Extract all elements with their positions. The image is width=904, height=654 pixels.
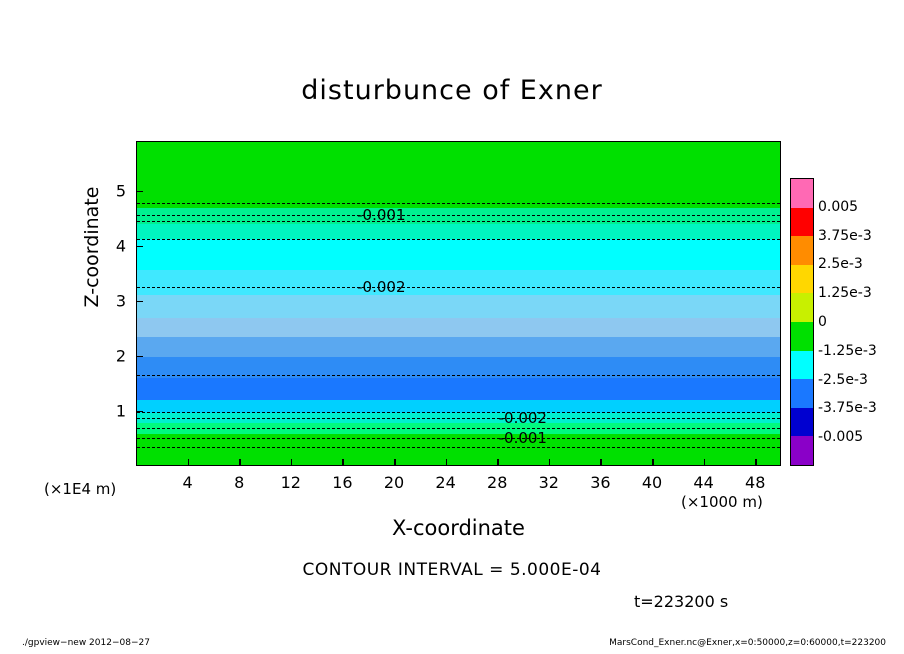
colorbar-tick-label: -1.25e-3 — [818, 342, 877, 359]
axis-tick-label: 40 — [641, 473, 663, 492]
axis-tick-label: 32 — [538, 473, 559, 492]
y-axis-units: (×1E4 m) — [44, 480, 117, 498]
colorbar-tick-label: 2.5e-3 — [818, 256, 863, 273]
plot-area — [136, 141, 781, 466]
x-axis-units: (×1000 m) — [681, 493, 763, 511]
contour-band — [137, 224, 780, 239]
colorbar-cell — [791, 179, 813, 208]
time-label: t=223200 s — [634, 592, 729, 611]
axis-tick-label: 4 — [115, 236, 126, 256]
contour-line — [137, 239, 780, 240]
axis-tick — [136, 301, 143, 303]
contour-line — [137, 412, 780, 413]
axis-tick-label: 2 — [115, 346, 126, 366]
contour-label: -0.002 — [498, 409, 547, 428]
axis-tick — [446, 459, 448, 466]
colorbar-tick-label: 1.25e-3 — [818, 285, 872, 302]
axis-tick-label: 28 — [487, 473, 508, 492]
colorbar-cell — [791, 293, 813, 322]
colorbar-cell — [791, 408, 813, 437]
contour-label: -0.001 — [498, 428, 547, 447]
contour-interval-text: CONTOUR INTERVAL = 5.000E-04 — [302, 560, 602, 580]
axis-tick-label: 3 — [115, 291, 126, 311]
colorbar-cell — [791, 436, 813, 465]
axis-tick — [652, 459, 654, 466]
contour-line — [137, 203, 780, 204]
axis-tick-label: 16 — [332, 473, 353, 492]
contour-line — [137, 375, 780, 376]
contour-band — [137, 295, 780, 318]
axis-tick-label: 12 — [280, 473, 301, 492]
axis-tick — [755, 459, 757, 466]
colorbar-tick-label: -3.75e-3 — [818, 400, 877, 417]
axis-tick — [704, 459, 706, 466]
axis-tick — [136, 411, 143, 413]
contour-line — [137, 418, 780, 419]
colorbar-tick-label: -0.005 — [818, 429, 864, 446]
axis-tick — [549, 459, 551, 466]
axis-tick-label: 20 — [383, 473, 405, 492]
contour-line — [137, 438, 780, 439]
x-axis-label: X-coordinate — [392, 516, 525, 540]
axis-tick — [136, 246, 143, 248]
axis-tick-label: 5 — [115, 181, 126, 201]
footer-right: MarsCond_Exner.nc@Exner,x=0:50000,z=0:60000,t=223200 — [609, 638, 886, 648]
contour-line — [137, 287, 780, 288]
contour-line — [137, 447, 780, 448]
colorbar-tick-label: 0.005 — [818, 198, 859, 215]
axis-tick — [291, 459, 293, 466]
colorbar-cell — [791, 236, 813, 265]
contour-band — [137, 434, 780, 465]
axis-tick — [394, 459, 396, 466]
y-axis-label: Z-coordinate — [81, 186, 103, 308]
page-title: disturbunce of Exner — [301, 75, 603, 106]
axis-tick-label: 1 — [115, 401, 126, 421]
axis-tick-label: 4 — [182, 473, 193, 492]
axis-tick — [188, 459, 190, 466]
axis-tick-label: 44 — [693, 473, 714, 492]
contour-band — [137, 239, 780, 270]
colorbar-cell — [791, 208, 813, 237]
contour-band — [137, 142, 780, 208]
colorbar-tick-label: 3.75e-3 — [818, 227, 872, 244]
colorbar-cell — [791, 379, 813, 408]
colorbar-cell — [791, 351, 813, 380]
footer-left: ./gpview−new 2012−08−27 — [22, 638, 150, 648]
colorbar-tick-label: 0 — [818, 314, 827, 330]
axis-tick-label: 8 — [234, 473, 245, 492]
contour-band — [137, 270, 780, 296]
axis-tick — [497, 459, 499, 466]
contour-band — [137, 318, 780, 337]
axis-tick — [600, 459, 602, 466]
contour-line — [137, 428, 780, 429]
colorbar-cell — [791, 322, 813, 351]
axis-tick — [136, 356, 143, 358]
contour-label: -0.002 — [357, 278, 406, 297]
axis-tick — [136, 191, 143, 193]
colorbar — [790, 178, 814, 466]
axis-tick — [239, 459, 241, 466]
axis-tick-label: 36 — [590, 473, 611, 492]
contour-band — [137, 337, 780, 356]
axis-tick — [342, 459, 344, 466]
colorbar-cell — [791, 265, 813, 294]
contour-line — [137, 215, 780, 216]
contour-line — [137, 221, 780, 222]
axis-tick-label: 48 — [745, 473, 766, 492]
colorbar-tick-label: -2.5e-3 — [818, 371, 868, 388]
contour-fill — [137, 142, 780, 465]
contour-band — [137, 378, 780, 401]
axis-tick-label: 24 — [435, 473, 456, 492]
contour-label: -0.001 — [357, 205, 406, 224]
